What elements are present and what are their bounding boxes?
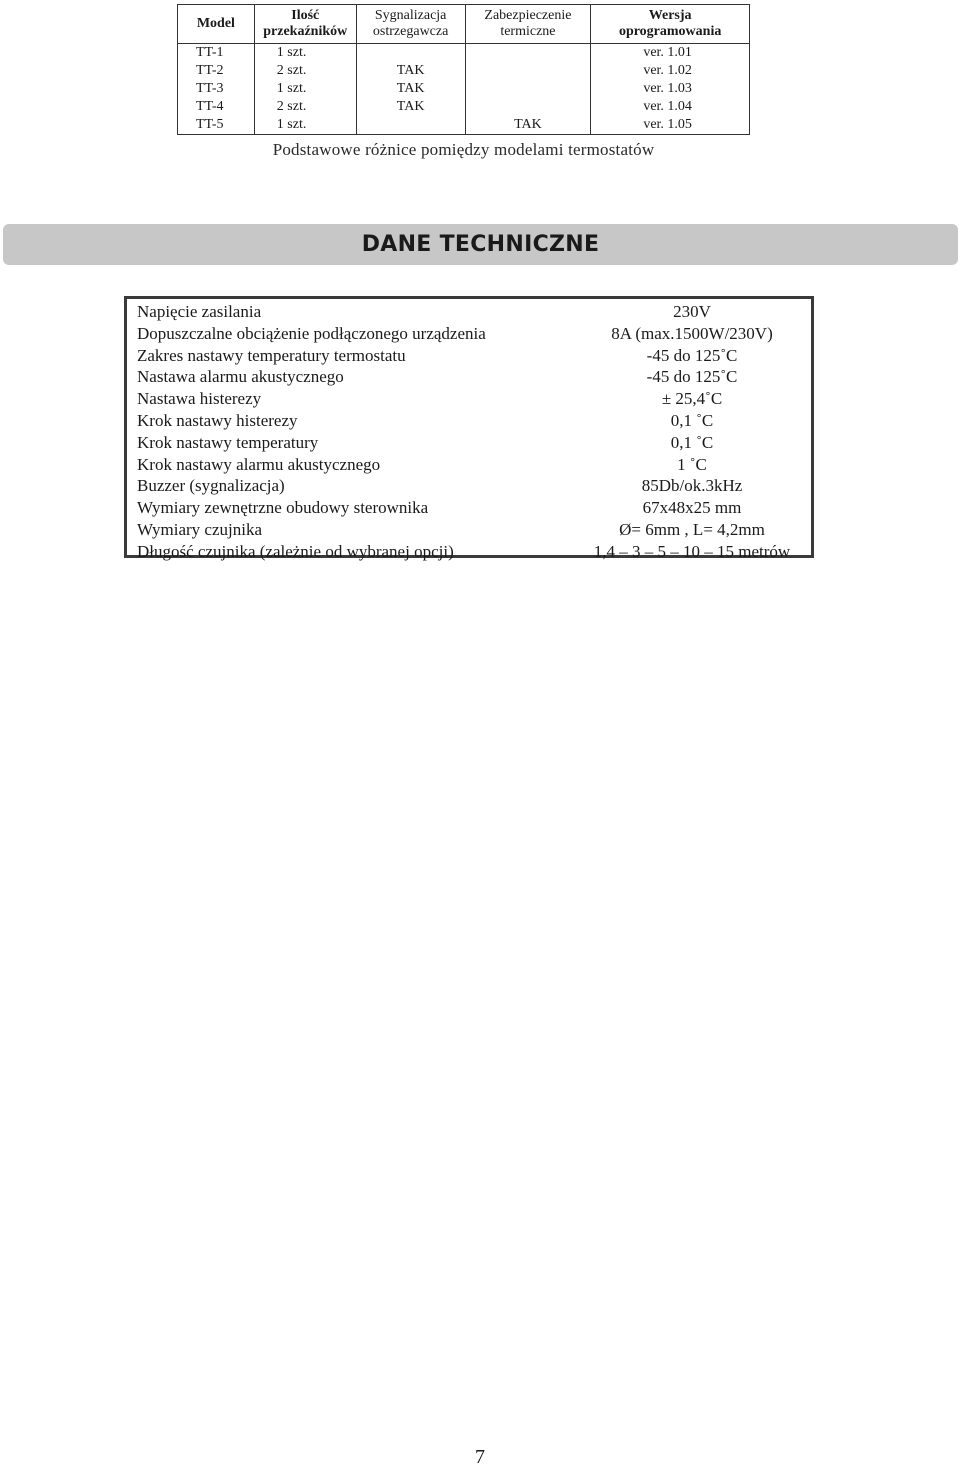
spec-label: Nastawa alarmu akustycznego	[137, 367, 344, 387]
header-thermal-line1: Zabezpieczenie	[484, 8, 572, 23]
spec-label: Krok nastawy alarmu akustycznego	[137, 454, 381, 474]
models-table-body	[178, 44, 750, 135]
spec-label: Zakres nastawy temperatury termostatu	[137, 345, 406, 365]
spec-label: Wymiary czujnika	[137, 520, 263, 539]
spec-row	[127, 410, 811, 432]
spec-row	[127, 432, 811, 454]
table-row	[178, 44, 750, 63]
cell-signal: TAK	[356, 80, 465, 98]
cell-signal	[356, 44, 465, 63]
cell-relays: 2 szt.	[254, 62, 356, 80]
spec-value: 0,1 ˚C	[670, 411, 714, 430]
section-banner	[3, 224, 958, 265]
cell-version: ver. 1.05	[591, 116, 750, 135]
spec-row	[127, 345, 811, 367]
cell-model: TT-2	[196, 63, 224, 78]
spec-label: Dopuszczalne obciążenie podłączonego urządzenia	[137, 323, 486, 343]
header-relays-line1: Ilość	[291, 8, 320, 23]
spec-row	[127, 323, 811, 345]
spec-label: Nastawa histerezy	[137, 389, 262, 409]
header-version	[591, 5, 750, 44]
table-caption: Podstawowe różnice pomiędzy modelami termostatów	[272, 140, 655, 159]
cell-relays: 1 szt.	[254, 80, 356, 98]
spec-label: Napięcie zasilania	[137, 302, 262, 321]
spec-value: 1 ˚C	[677, 454, 707, 474]
spec-label: Krok nastawy temperatury	[137, 432, 319, 452]
cell-model: TT-1	[196, 45, 224, 60]
spec-row	[127, 519, 811, 541]
header-signal-line1: Sygnalizacja	[374, 8, 447, 23]
cell-model: TT-3	[196, 81, 224, 96]
header-version-line2: oprogramowania	[618, 24, 722, 39]
page-number: 7	[475, 1446, 485, 1468]
spec-value: -45 do 125˚C	[646, 345, 738, 365]
header-relays-line2: przekaźników	[263, 24, 348, 39]
table-row	[178, 116, 750, 135]
header-thermal-line2: termiczne	[500, 24, 556, 39]
cell-relays: 1 szt.	[254, 44, 356, 63]
cell-signal	[356, 116, 465, 135]
cell-signal: TAK	[356, 98, 465, 116]
spec-label: Krok nastawy histerezy	[137, 411, 298, 430]
spec-row	[127, 301, 811, 323]
spec-value: 0,1 ˚C	[670, 432, 714, 452]
models-comparison-table	[177, 4, 750, 135]
header-signal-line2: ostrzegawcza	[372, 24, 449, 39]
cell-thermal	[465, 62, 591, 80]
spec-value: 85Db/ok.3kHz	[641, 476, 743, 496]
cell-thermal	[465, 80, 591, 98]
spec-label: Długość czujnika (zależnie od wybranej opcji)	[137, 541, 454, 561]
cell-version: ver. 1.01	[591, 44, 750, 63]
cell-version: ver. 1.03	[591, 80, 750, 98]
header-signal	[356, 5, 465, 44]
table-row	[178, 98, 750, 116]
cell-thermal	[465, 98, 591, 116]
spec-value: -45 do 125˚C	[646, 367, 738, 387]
spec-label: Wymiary zewnętrzne obudowy sterownika	[137, 498, 429, 518]
cell-signal: TAK	[356, 62, 465, 80]
technical-specs-box	[124, 296, 814, 561]
header-version-line1: Wersja	[648, 8, 692, 23]
spec-row	[127, 541, 811, 563]
header-thermal	[465, 5, 591, 44]
spec-value: ± 25,4˚C	[661, 389, 723, 409]
header-model: Model	[178, 5, 255, 44]
cell-relays: 1 szt.	[254, 116, 356, 135]
cell-model: TT-5	[196, 117, 224, 132]
cell-version: ver. 1.04	[591, 98, 750, 116]
table-row	[178, 80, 750, 98]
section-title: DANE TECHNICZNE	[361, 232, 600, 257]
spec-row	[127, 475, 811, 497]
spec-value: Ø= 6mm , L= 4,2mm	[619, 520, 765, 539]
spec-label: Buzzer (sygnalizacja)	[137, 476, 285, 496]
header-relays	[254, 5, 356, 44]
table-header-row	[178, 5, 750, 44]
table-row	[178, 62, 750, 80]
spec-value: 230V	[673, 302, 711, 321]
spec-value: 1,4 – 3 – 5 – 10 – 15 metrów	[593, 541, 791, 561]
spec-value: 67x48x25 mm	[642, 498, 742, 518]
spec-row	[127, 366, 811, 388]
spec-value: 8A (max.1500W/230V)	[611, 323, 773, 343]
cell-model: TT-4	[196, 99, 224, 114]
cell-version: ver. 1.02	[591, 62, 750, 80]
spec-row	[127, 388, 811, 410]
spec-row	[127, 454, 811, 476]
cell-relays: 2 szt.	[254, 98, 356, 116]
spec-row	[127, 497, 811, 519]
cell-thermal	[465, 44, 591, 63]
cell-thermal: TAK	[465, 116, 591, 135]
